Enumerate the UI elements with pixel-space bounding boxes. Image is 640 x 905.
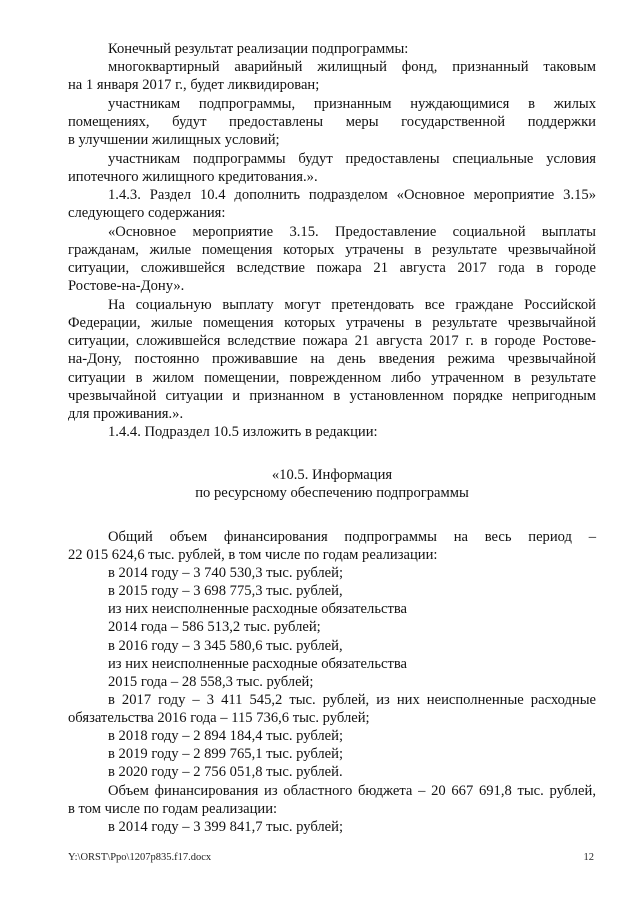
text-line: Конечный результат реализации подпрограммы: [108,41,409,57]
text-line: многоквартирный аварийный жилищный фонд, признанный таковым [108,59,596,75]
text-line: 2015 года – 28 558,3 тыс. рублей; [108,674,314,690]
text-line: Общий объем финансирования подпрограммы на весь период – [108,529,596,545]
text-line: в 2018 году – 2 894 184,4 тыс. рублей; [108,728,344,744]
text-line: помещениях, будут предоставлены меры государственной поддержки [68,114,596,130]
text-line: 1.4.4. Подраздел 10.5 изложить в редакции: [108,424,378,440]
text-line: Федерации, жилые помещения которых утрачены в результате чрезвычайной [68,315,596,331]
text-line: в 2014 году – 3 399 841,7 тыс. рублей; [108,819,344,835]
text-line: чрезвычайной ситуации и признанном в установленном порядке непригодным [68,388,596,404]
footer-page-number: 12 [583,852,594,863]
text-line: в 2014 году – 3 740 530,3 тыс. рублей; [108,565,344,581]
text-line: ситуации в жилом помещении, поврежденном либо утраченном в результате [68,370,596,386]
text-line: в 2020 году – 2 756 051,8 тыс. рублей. [108,764,343,780]
text-line: из них неисполненные расходные обязательства [108,656,407,672]
text-line: 1.4.3. Раздел 10.4 дополнить подразделом «Основное мероприятие 3.15» [108,187,596,203]
text-line: Объем финансирования из областного бюджета – 20 667 691,8 тыс. рублей, [108,783,596,799]
text-line: в 2017 году – 3 411 545,2 тыс. рублей, из них неисполненные расходные [108,692,596,708]
text-line: в 2016 году – 3 345 580,6 тыс. рублей, [108,638,343,654]
text-line: из них неисполненные расходные обязательства [108,601,407,617]
text-line: в 2015 году – 3 698 775,3 тыс. рублей, [108,583,343,599]
text-line: в том числе по годам реализации: [68,801,278,817]
text-line: ипотечного жилищного кредитования.». [68,169,318,185]
text-line: участникам подпрограммы будут предоставлены специальные условия [108,151,596,167]
text-line: обязательства 2016 года – 115 736,6 тыс. рублей; [68,710,370,726]
text-line: следующего содержания: [68,205,226,221]
text-line: 22 015 624,6 тыс. рублей, в том числе по годам реализации: [68,547,438,563]
text-line: на-Дону, постоянно проживавшие на день введения режима чрезвычайной [68,351,596,367]
text-line: ситуации, сложившейся вследствие пожара 21 августа 2017 года в городе [68,260,596,276]
section-heading: по ресурсному обеспечению подпрограммы [195,485,469,501]
section-heading: «10.5. Информация [271,467,393,483]
text-line: в улучшении жилищных условий; [68,132,280,148]
text-line: для проживания.». [68,406,184,422]
text-line: ситуации, сложившейся вследствие пожара 21 августа 2017 г. в городе Ростове- [68,333,596,349]
footer-file-path: Y:\ORST\Ppo\1207p835.f17.docx [68,852,212,863]
text-line: 2014 года – 586 513,2 тыс. рублей; [108,619,321,635]
text-line: Ростове-на-Дону». [68,278,185,294]
text-line: гражданам, жилые помещения которых утрачены в результате чрезвычайной [68,242,596,258]
text-line: участникам подпрограммы, признанным нуждающимися в жилых [108,96,596,112]
text-line: на 1 января 2017 г., будет ликвидирован; [68,77,320,93]
text-line: в 2019 году – 2 899 765,1 тыс. рублей; [108,746,344,762]
text-line: «Основное мероприятие 3.15. Предоставление социальной выплаты [108,224,596,240]
text-line: На социальную выплату могут претендовать все граждане Российской [108,297,596,313]
